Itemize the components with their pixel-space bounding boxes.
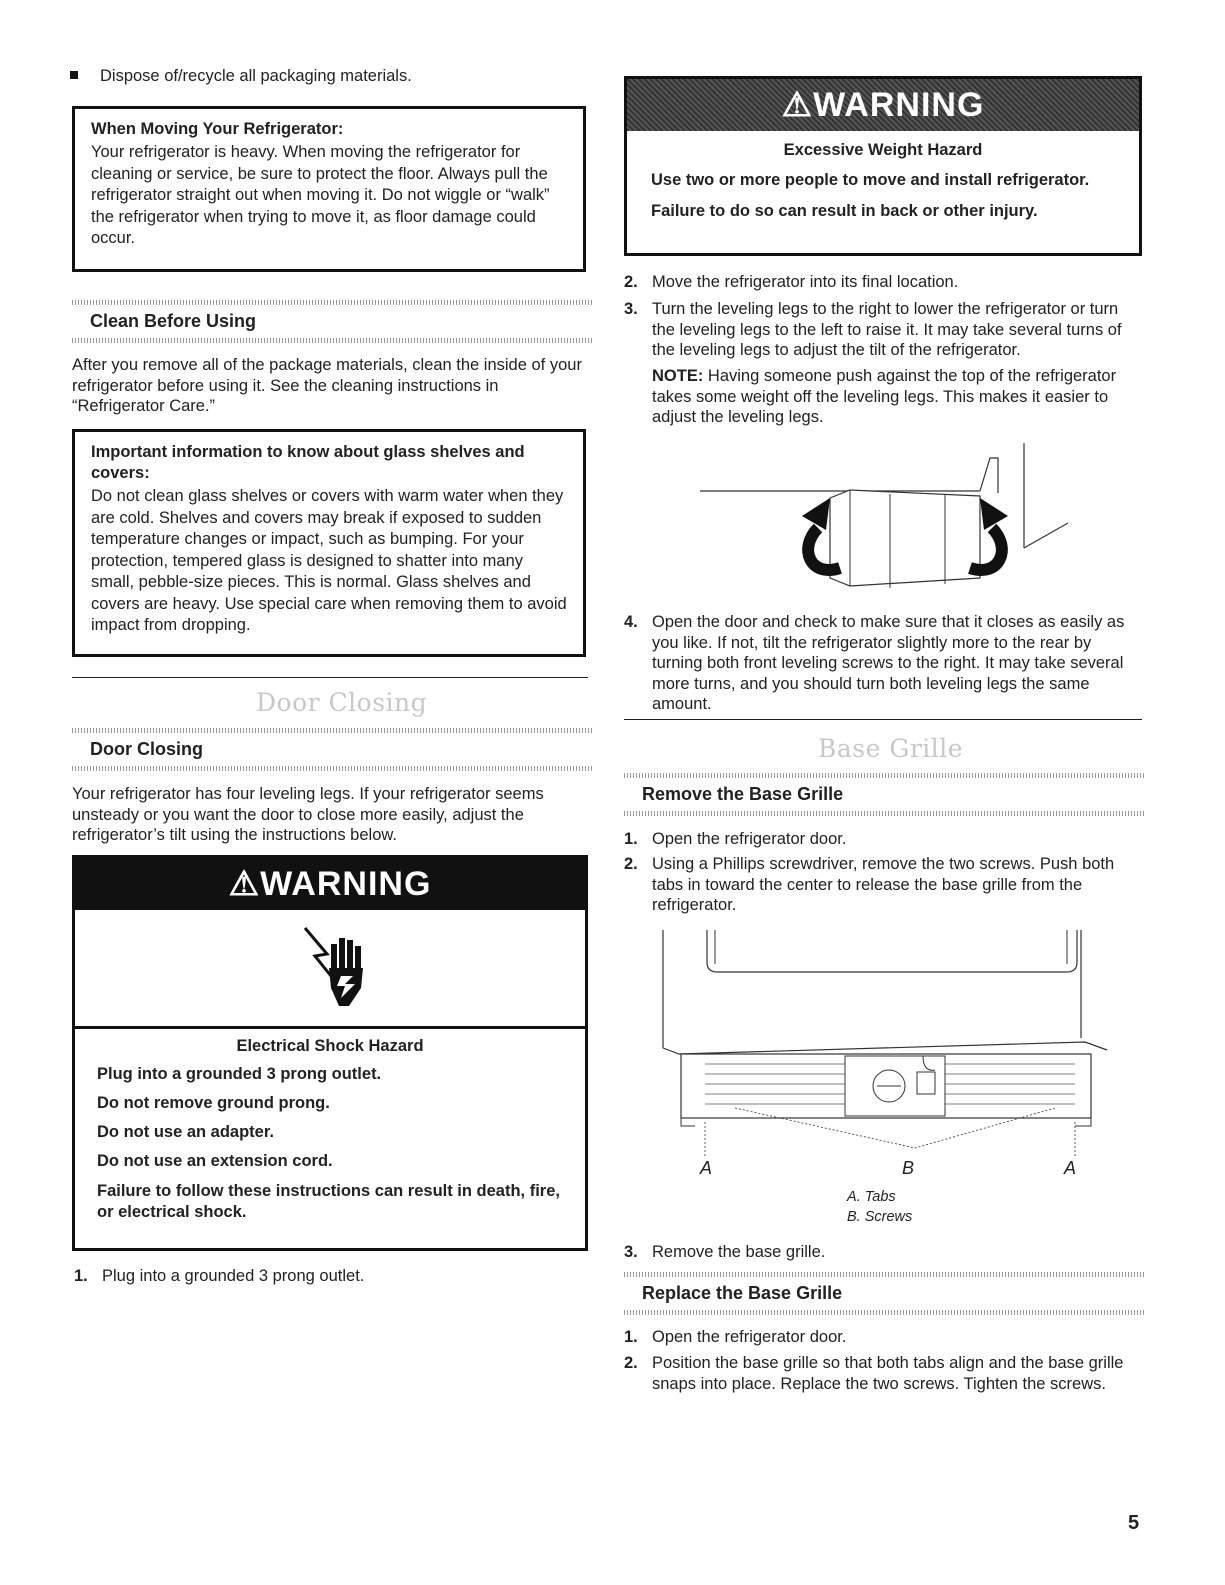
- weight-hazard-title: Excessive Weight Hazard: [783, 141, 983, 159]
- page-number: 5: [1128, 1512, 1140, 1534]
- warning-line: Failure to follow these instructions can result in death, fire, or electrical shock.: [97, 1182, 560, 1221]
- weight-warning-box: [624, 76, 1142, 256]
- section-rule: [624, 719, 1142, 720]
- step-text: Open the door and check to make sure that it closes as easily as you like. If not, tilt the refrigerator slightly more to the rear by turning both front leveling screws to the right. It may take several more turns, and you should turn both leveling legs the same amount.: [652, 613, 1125, 713]
- label-a-right: A: [1064, 1158, 1077, 1178]
- warning-line: Do not use an adapter.: [97, 1123, 274, 1141]
- replace-section-header: [624, 1272, 1144, 1315]
- bullet-marker: [70, 71, 78, 79]
- hatch-bottom: [72, 766, 592, 771]
- warning-line: Do not remove ground prong.: [97, 1094, 330, 1112]
- moving-info-box: [72, 106, 586, 272]
- door-ghost-title: Door Closing: [256, 688, 428, 717]
- step-item: [624, 854, 1144, 916]
- note-text: Having someone push against the top of the refrigerator takes some weight off the leveling legs. This makes it easier to adjust the leveling legs.: [652, 367, 1117, 426]
- step-number: 2.: [624, 1354, 638, 1372]
- step-item: [624, 299, 1144, 361]
- warning-line: Failure to do so can result in back or other injury.: [651, 202, 1038, 220]
- step-item: [624, 1242, 1144, 1263]
- step-item: [624, 829, 1144, 850]
- step-text: Using a Phillips screwdriver, remove the two screws. Push both tabs in toward the center to release the base grille from the refrigerator.: [652, 855, 1115, 914]
- step-number: 1.: [74, 1267, 88, 1285]
- warning-line: Plug into a grounded 3 prong outlet.: [97, 1065, 382, 1083]
- step-item: [624, 612, 1144, 715]
- step-text: Move the refrigerator into its final location.: [652, 273, 959, 291]
- electric-shock-icon: [301, 924, 365, 1010]
- step-text: Open the refrigerator door.: [652, 1328, 847, 1346]
- leveling-leg-illustration: [690, 438, 1070, 598]
- step-item: [74, 1266, 590, 1287]
- hatch-bottom: [624, 1310, 1144, 1315]
- bullet-item: [72, 66, 592, 87]
- hatch-bottom: [624, 811, 1144, 816]
- clean-text: After you remove all of the package materials, clean the inside of your refrigerator before using it. See the cleaning instructions in “Refrigerator Care.”: [72, 356, 582, 415]
- glass-box-title: Important information to know about glass shelves and covers:: [91, 443, 525, 482]
- label-a-left: A: [700, 1158, 713, 1178]
- clean-heading: Clean Before Using: [90, 311, 257, 331]
- step-number: 1.: [624, 1328, 638, 1346]
- base-grille-illustration: [655, 926, 1115, 1158]
- figure-legend: [847, 1187, 912, 1227]
- step-text: Turn the leveling legs to the right to lower the refrigerator or turn the leveling legs to the left to raise it. It may take several turns of the leveling legs to adjust the tilt of the refrigerator.: [652, 300, 1122, 359]
- warning-line: Do not use an extension cord.: [97, 1152, 333, 1170]
- door-section-header: [72, 728, 592, 771]
- door-heading: Door Closing: [90, 739, 203, 759]
- shock-icon-area: [75, 910, 585, 1029]
- hatch-bottom: [72, 338, 592, 343]
- section-rule: [72, 677, 588, 678]
- door-text: Your refrigerator has four leveling legs. If your refrigerator seems unsteady or you want the door to close more easily, adjust the refrigerator’s tilt using the instructions below.: [72, 785, 544, 844]
- step-number: 4.: [624, 613, 638, 631]
- step-text: Position the base grille so that both tabs align and the base grille snaps into place. Replace the two screws. Tighten the screws.: [652, 1354, 1124, 1393]
- step-number: 3.: [624, 1243, 638, 1261]
- remove-section-header: [624, 773, 1144, 816]
- note: [652, 366, 1142, 428]
- glass-box-body: Do not clean glass shelves or covers with warm water when they are cold. Shelves and covers may break if exposed to sudden temperature changes or impact, such as bumping. For your protection, tempered glass is designed to shatter into many small, pebble-size pieces. This is normal. Glass shelves and covers are heavy. Use special care when removing them to avoid impact from dropping.: [91, 487, 567, 634]
- remove-heading: Remove the Base Grille: [642, 784, 844, 804]
- moving-box-title: When Moving Your Refrigerator:: [91, 120, 344, 138]
- step-number: 1.: [624, 830, 638, 848]
- step-item: [624, 1353, 1144, 1394]
- label-b: B: [902, 1158, 915, 1178]
- legend-tabs: A. Tabs: [847, 1189, 896, 1205]
- warning-banner: ⚠WARNING: [627, 79, 1139, 131]
- glass-info-box: [72, 429, 586, 657]
- electrical-warning-box: [72, 855, 588, 1251]
- step-text: Plug into a grounded 3 prong outlet.: [102, 1267, 365, 1285]
- step-number: 3.: [624, 300, 638, 318]
- step-text: Remove the base grille.: [652, 1243, 826, 1261]
- warning-line: Use two or more people to move and install refrigerator.: [651, 171, 1090, 189]
- step-item: [624, 272, 1144, 293]
- electrical-hazard-title: Electrical Shock Hazard: [236, 1037, 424, 1055]
- step-text: Open the refrigerator door.: [652, 830, 847, 848]
- replace-heading: Replace the Base Grille: [642, 1283, 843, 1303]
- base-ghost-title: Base Grille: [818, 734, 964, 763]
- warning-banner: ⚠WARNING: [75, 858, 585, 910]
- note-label: NOTE:: [652, 367, 704, 385]
- step-number: 2.: [624, 273, 638, 291]
- step-item: [624, 1327, 1144, 1348]
- legend-screws: B. Screws: [847, 1209, 913, 1225]
- bullet-text: Dispose of/recycle all packaging materials.: [100, 67, 412, 85]
- clean-section-header: [72, 300, 592, 343]
- step-number: 2.: [624, 855, 638, 873]
- moving-box-body: Your refrigerator is heavy. When moving the refrigerator for cleaning or service, be sure to protect the floor. Always pull the refrigerator straight out when moving it. Do not wiggle or “walk” the refrigerator when trying to move it, as floor damage could occur.: [91, 143, 550, 247]
